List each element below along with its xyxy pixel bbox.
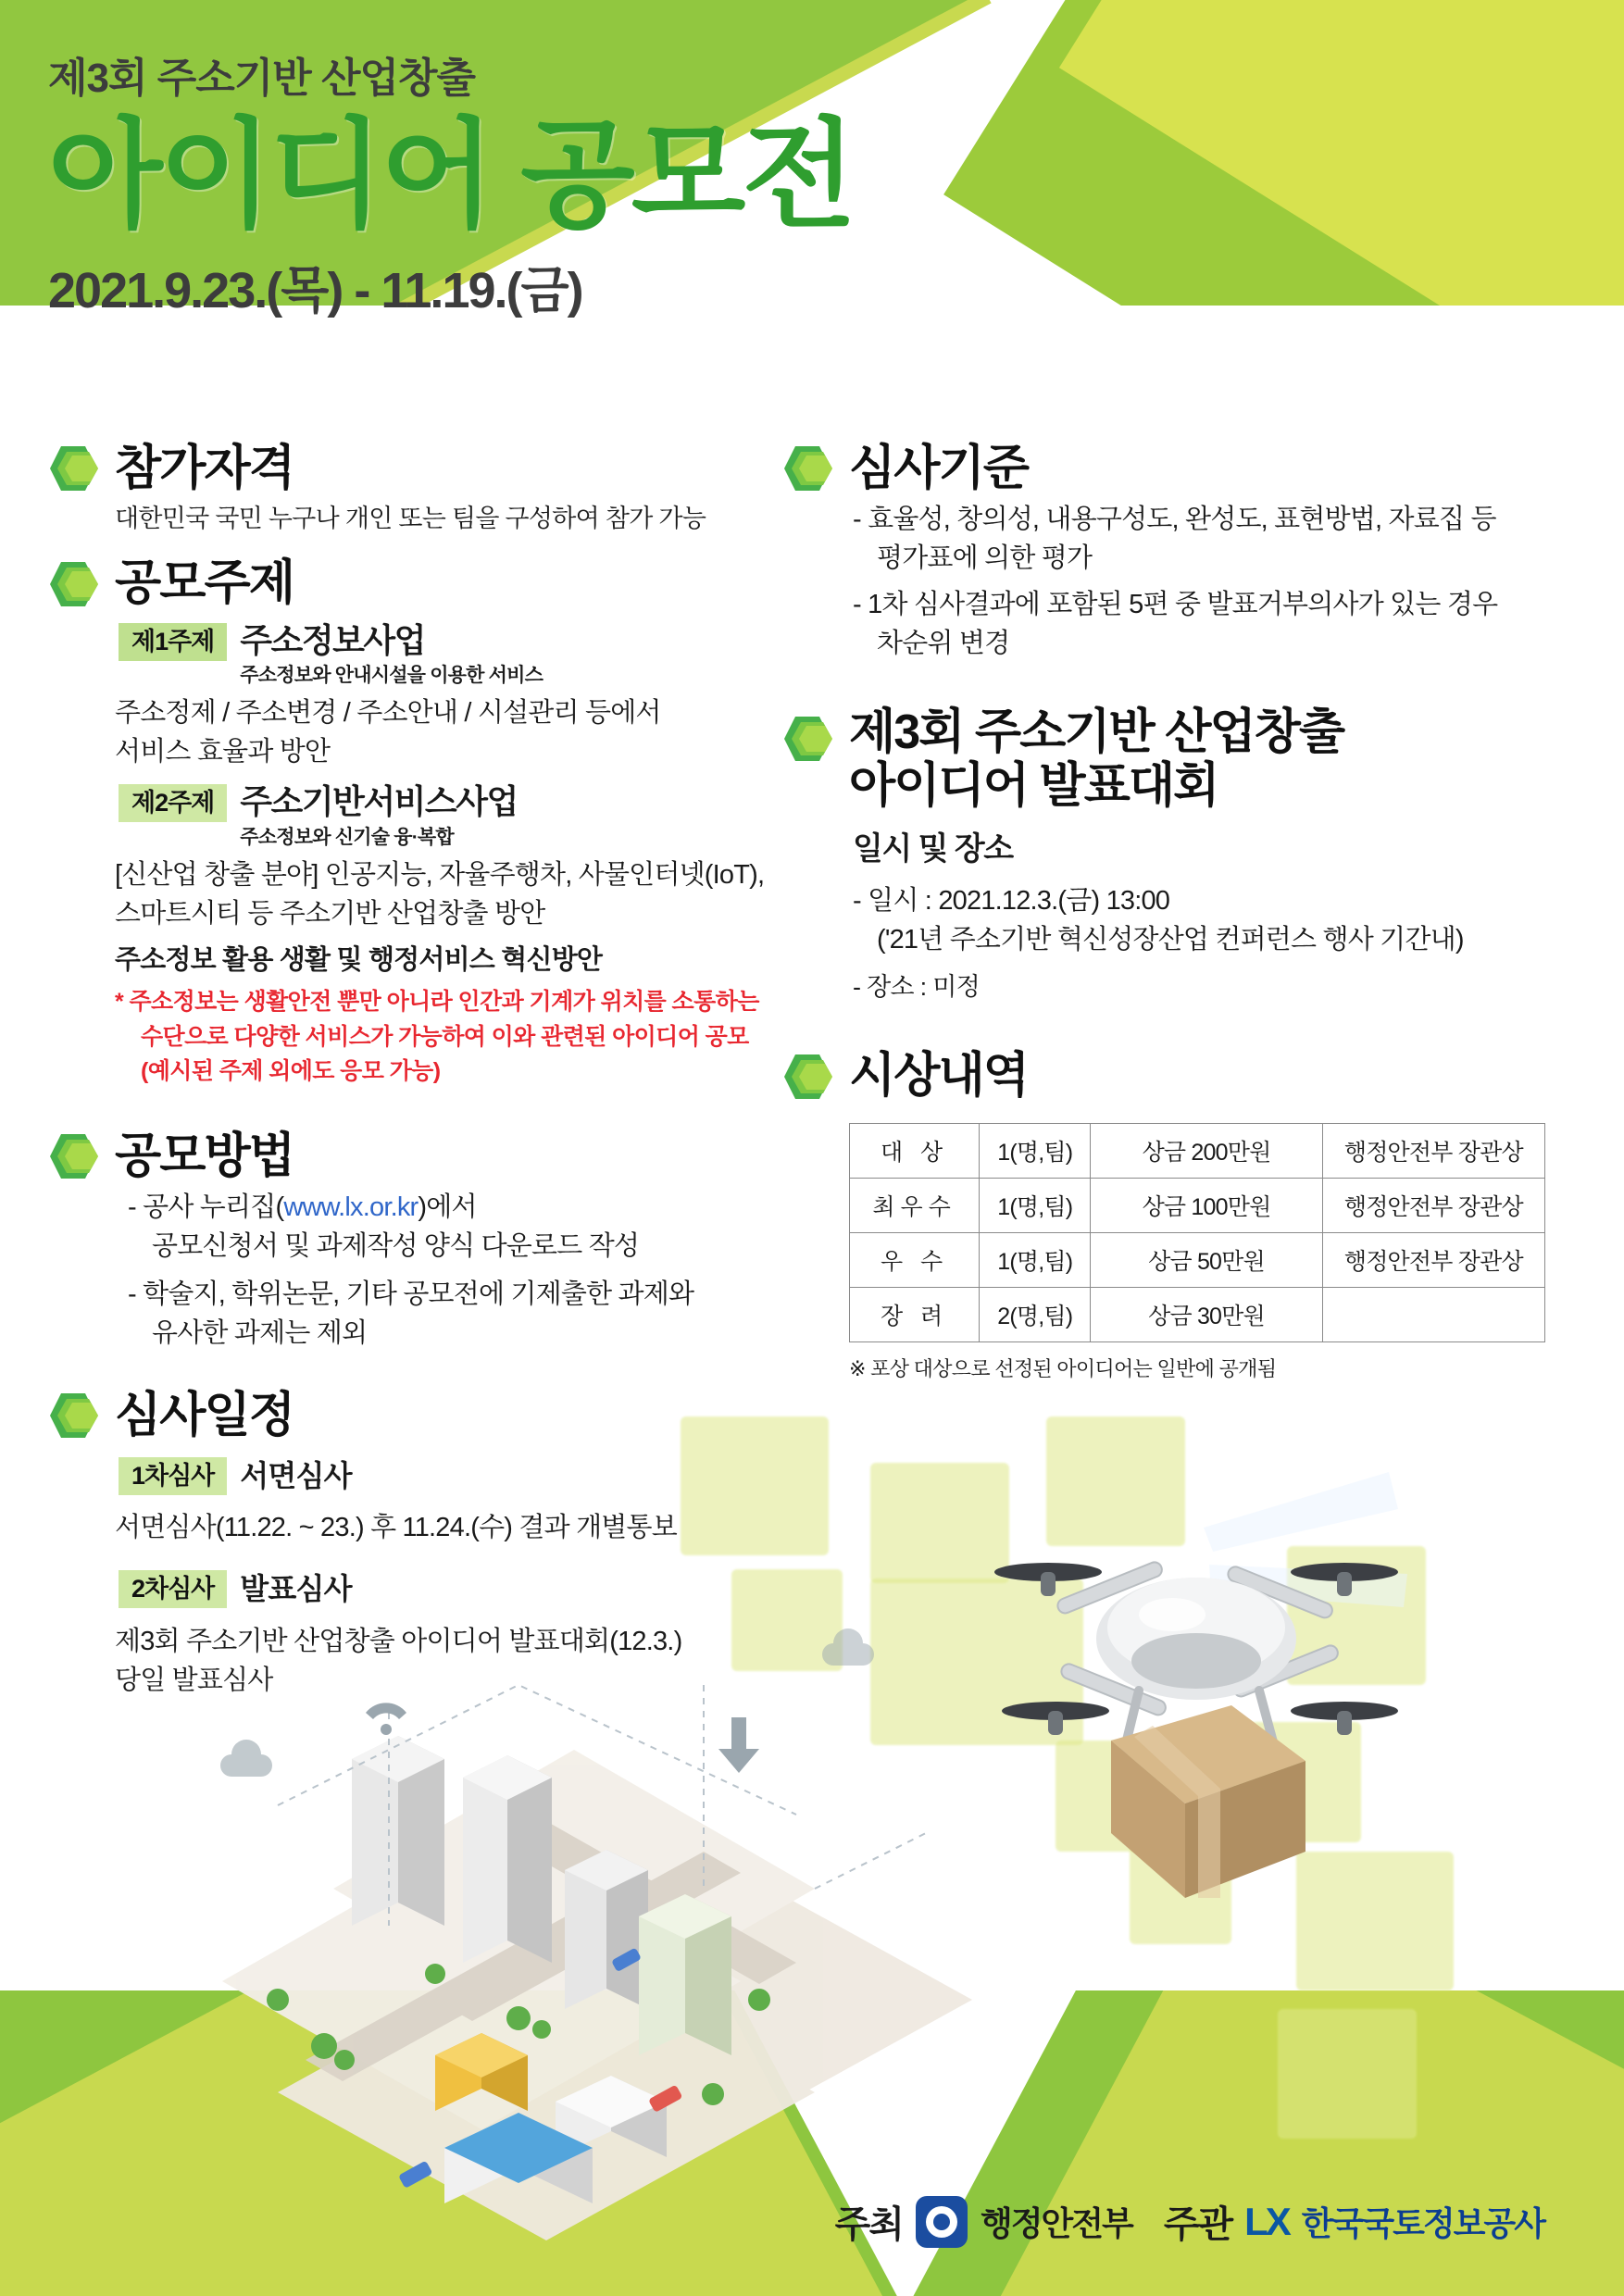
host-group (835, 2195, 1132, 2248)
right-column (782, 443, 1551, 1388)
topics-note-line2: 수단으로 다양한 서비스가 가능하여 이와 관련된 아이디어 공모 (141, 1023, 749, 1050)
presentation-datetime: - 일시 : 2021.12.3.(금) 13:00 (853, 885, 1170, 916)
hexagon-bullet-icon (782, 1051, 834, 1103)
left-column (48, 443, 770, 1705)
award-certificate: 행정안전부 장관상 (1322, 1123, 1544, 1178)
section-presentation (782, 705, 1551, 1005)
schedule-round-label: 발표심사 (240, 1572, 352, 1606)
section-criteria (782, 443, 1551, 663)
award-count: 1(명,팀) (980, 1232, 1091, 1287)
table-row (850, 1287, 1545, 1341)
poster-header (48, 44, 1159, 322)
topics-highlight: 주소정보 활용 생활 및 행정서비스 혁신방안 (115, 945, 603, 976)
poster-footer (0, 2195, 1624, 2248)
header-date-range: 2021.9.23.(목) - 11.19.(금) (48, 263, 582, 319)
award-certificate: 행정안전부 장관상 (1322, 1178, 1544, 1232)
hexagon-bullet-icon (48, 1390, 100, 1441)
topic-desc-line1: [신산업 창출 분야] 인공지능, 자율주행차, 사물인터넷(IoT), (115, 860, 765, 891)
topics-note-line3: (예시된 주제 외에도 응모 가능) (141, 1058, 441, 1085)
topic-main-title: 주소정보사업 (240, 620, 425, 659)
header-subtitle: 제3회 주소기반 산업창출 (48, 56, 475, 101)
award-certificate (1322, 1287, 1544, 1341)
topic-item (119, 620, 770, 689)
criteria-item-1-line2: 평가표에 의한 평가 (877, 543, 1093, 574)
section-title-eligibility: 참가자격 (115, 441, 294, 495)
topic-desc-line2: 서비스 효율과 방안 (115, 737, 331, 767)
topic-chip: 제2주제 (119, 784, 227, 822)
government-emblem-icon (916, 2196, 968, 2248)
award-grade: 장 려 (850, 1287, 980, 1341)
schedule-round-2-desc-line2: 당일 발표심사 (115, 1665, 273, 1695)
host-name: 행정안전부 (980, 2204, 1132, 2242)
hexagon-bullet-icon (782, 713, 834, 765)
section-title-criteria: 심사기준 (849, 441, 1028, 495)
criteria-item-2-line1: - 1차 심사결과에 포함된 5편 중 발표거부의사가 있는 경우 (853, 590, 1498, 620)
award-count: 1(명,팀) (980, 1178, 1091, 1232)
section-title-method: 공모방법 (115, 1129, 294, 1183)
awards-note: ※ 포상 대상으로 선정된 아이디어는 일반에 공개됨 (849, 1356, 1277, 1380)
topic-sub-title: 주소정보와 신기술 융·복합 (240, 827, 454, 849)
topic-sub-title: 주소정보와 안내시설을 이용한 서비스 (240, 665, 543, 687)
table-row (850, 1178, 1545, 1232)
section-title-topics: 공모주제 (115, 556, 294, 611)
hexagon-bullet-icon (48, 1130, 100, 1182)
criteria-item-1-line1: - 효율성, 창의성, 내용구성도, 완성도, 표현방법, 자료집 등 (853, 505, 1496, 534)
section-topics (48, 558, 770, 1090)
schedule-round-chip: 1차심사 (119, 1457, 227, 1495)
schedule-round-2-desc-line1: 제3회 주소기반 산업창출 아이디어 발표대회(12.3.) (115, 1626, 682, 1656)
schedule-round-label: 서면심사 (240, 1459, 352, 1493)
award-prize: 상금 50만원 (1091, 1232, 1322, 1287)
presentation-title-line2: 아이디어 발표대회 (849, 759, 1218, 814)
lx-logo-icon: LX (1244, 2199, 1289, 2243)
award-certificate: 행정안전부 장관상 (1322, 1232, 1544, 1287)
topic-chip: 제1주제 (119, 623, 227, 661)
schedule-round-2 (119, 1567, 770, 1610)
table-row (850, 1123, 1545, 1178)
topic-desc-line2: 스마트시티 등 주소기반 산업창출 방안 (115, 899, 545, 930)
organizer-name: 한국국토정보공사 (1301, 2204, 1544, 2242)
award-count: 2(명,팀) (980, 1287, 1091, 1341)
hexagon-bullet-icon (48, 558, 100, 610)
topic-item (119, 784, 770, 850)
award-prize: 상금 100만원 (1091, 1178, 1322, 1232)
page-title: 아이디어 공모전 (48, 109, 854, 242)
section-title-awards: 시상내역 (849, 1049, 1028, 1104)
method-item-1-line2: 공모신청서 및 과제작성 양식 다운로드 작성 (152, 1230, 640, 1261)
organizer-group (1164, 2195, 1544, 2248)
award-grade: 최우수 (850, 1178, 980, 1232)
topic-main-title: 주소기반서비스사업 (240, 782, 518, 821)
section-schedule (48, 1390, 770, 1700)
award-prize: 상금 30만원 (1091, 1287, 1322, 1341)
presentation-title-line1: 제3회 주소기반 산업창출 (849, 705, 1344, 760)
presentation-datetime-note: ('21년 주소기반 혁신성장산업 컨퍼런스 행사 기간내) (877, 925, 1464, 955)
section-awards (782, 1051, 1551, 1382)
method-item-2-line2: 유사한 과제는 제외 (152, 1317, 368, 1348)
method-item-1-suffix: )에서 (418, 1192, 477, 1222)
awards-table (849, 1123, 1545, 1342)
schedule-round-chip: 2차심사 (119, 1570, 227, 1608)
section-eligibility (48, 443, 770, 538)
award-grade: 우 수 (850, 1232, 980, 1287)
method-item-2-line1: - 학술지, 학위논문, 기타 공모전에 기제출한 과제와 (128, 1279, 694, 1309)
schedule-round-1 (119, 1454, 770, 1497)
topics-note-line1: * 주소정보는 생활안전 뿐만 아니라 인간과 기계가 위치를 소통하는 (115, 989, 759, 1016)
award-count: 1(명,팀) (980, 1123, 1091, 1178)
criteria-item-2-line2: 차순위 변경 (877, 629, 1010, 659)
lx-website-link[interactable]: www.lx.or.kr (283, 1192, 418, 1222)
hexagon-bullet-icon (48, 443, 100, 494)
section-method (48, 1130, 770, 1353)
award-prize: 상금 200만원 (1091, 1123, 1322, 1178)
award-grade: 대 상 (850, 1123, 980, 1178)
section-title-schedule: 심사일정 (115, 1388, 294, 1442)
host-label: 주최 (834, 2204, 903, 2245)
method-item-1-line1 (128, 1188, 770, 1227)
hexagon-bullet-icon (782, 443, 834, 494)
table-row (850, 1232, 1545, 1287)
presentation-place: - 장소 : 미정 (853, 973, 981, 1002)
method-item-1-prefix: - 공사 누리집( (128, 1192, 284, 1222)
topic-desc-line1: 주소정제 / 주소변경 / 주소안내 / 시설관리 등에서 (115, 698, 661, 729)
eligibility-text: 대한민국 국민 누구나 개인 또는 팀을 구성하여 참가 가능 (115, 505, 706, 532)
presentation-subhead: 일시 및 장소 (853, 830, 1013, 867)
schedule-round-1-desc: 서면심사(11.22. ~ 23.) 후 11.24.(수) 결과 개별통보 (115, 1513, 677, 1543)
organizer-label: 주관 (1163, 2204, 1232, 2245)
